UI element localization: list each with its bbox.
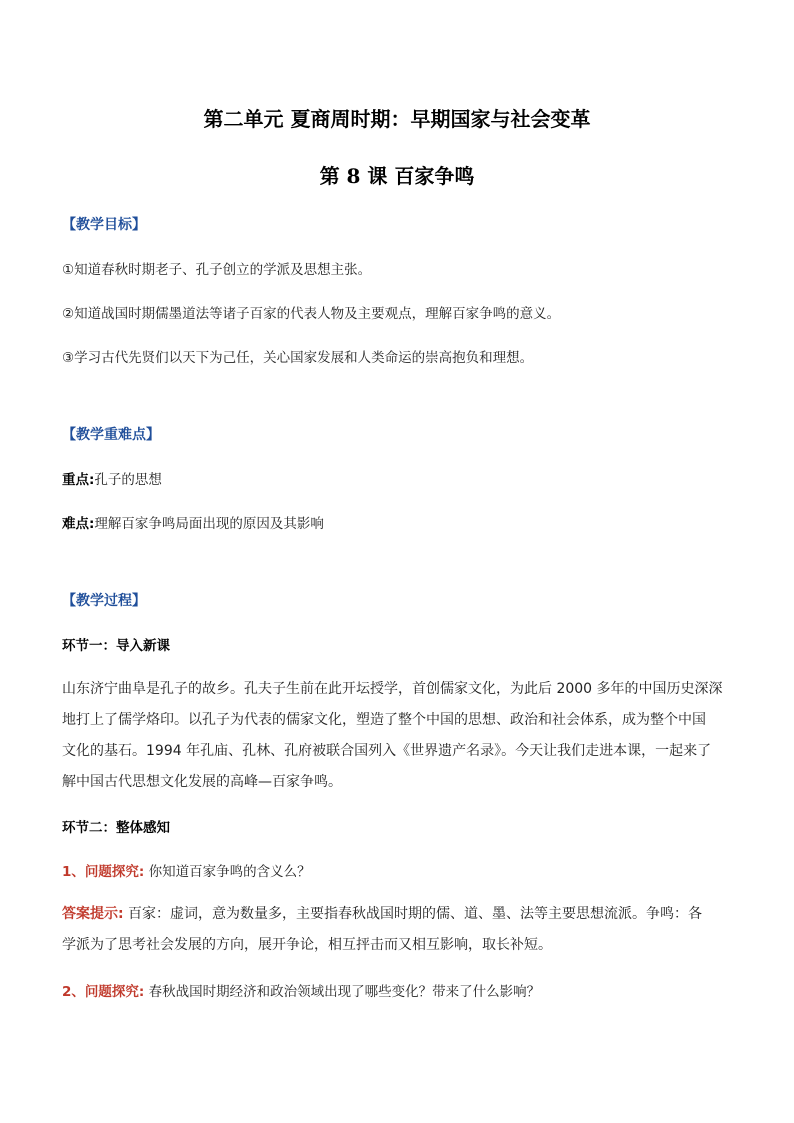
answer-1-text-1: 百家：虚词，意为数量多，主要指春秋战国时期的儒、道、墨、法等主要思想流派。争鸣：各 — [123, 906, 703, 922]
question-2-text: 春秋战国时期经济和政治领域出现了哪些变化？带来了什么影响？ — [144, 984, 541, 1000]
process-heading: 【教学过程】 — [62, 593, 146, 609]
unit-title: 第二单元 夏商周时期：早期国家与社会变革 — [203, 107, 591, 131]
answer-1-line-2: 学派为了思考社会发展的方向，展开争论，相互抨击而又相互影响，取长补短。 — [62, 937, 552, 953]
difficult-point-label: 难点: — [62, 516, 95, 532]
question-1-text: 你知道百家争鸣的含义么？ — [144, 864, 311, 880]
answer-1-label: 答案提示: — [62, 906, 124, 922]
objective-item-1: ①知道春秋时期老子、孔子创立的学派及思想主张。 — [62, 262, 372, 278]
answer-1 — [62, 899, 722, 961]
step2-title: 环节二：整体感知 — [62, 820, 170, 836]
objective-item-3: ③学习古代先贤们以天下为己任，关心国家发展和人类命运的崇高抱负和理想。 — [62, 350, 534, 366]
key-point-text: 孔子的思想 — [94, 472, 162, 488]
question-2 — [62, 980, 540, 1000]
difficult-point-text: 理解百家争鸣局面出现的原因及其影响 — [94, 516, 324, 532]
step1-paragraph — [62, 674, 722, 798]
step1-title: 环节一：导入新课 — [62, 638, 170, 654]
step1-line-2: 地打上了儒学烙印。以孔子为代表的儒家文化，塑造了整个中国的思想、政治和社会体系，成为整个中国 — [62, 712, 706, 728]
step1-line-4: 解中国古代思想文化发展的高峰—百家争鸣。 — [62, 774, 342, 790]
answer-1-line-1 — [62, 899, 722, 930]
step1-line-1: 山东济宁曲阜是孔子的故乡。孔夫子生前在此开坛授学，首创儒家文化，为此后 2000 多年的中国历史深深 — [62, 681, 723, 697]
key-point-line — [62, 468, 162, 488]
question-2-label: 2、问题探究: — [62, 984, 145, 1000]
difficult-point-line — [62, 512, 324, 532]
question-1-label: 1、问题探究: — [62, 864, 145, 880]
objective-item-2: ②知道战国时期儒墨道法等诸子百家的代表人物及主要观点，理解百家争鸣的意义。 — [62, 306, 561, 322]
key-point-label: 重点: — [62, 472, 95, 488]
lesson-title: 第 8 课 百家争鸣 — [319, 164, 475, 188]
objectives-heading: 【教学目标】 — [62, 217, 146, 233]
key-points-heading: 【教学重难点】 — [62, 427, 160, 443]
step1-line-3: 文化的基石。1994 年孔庙、孔林、孔府被联合国列入《世界遗产名录》。今天让我们走进本课，一起来了 — [62, 743, 712, 759]
question-1 — [62, 860, 311, 880]
